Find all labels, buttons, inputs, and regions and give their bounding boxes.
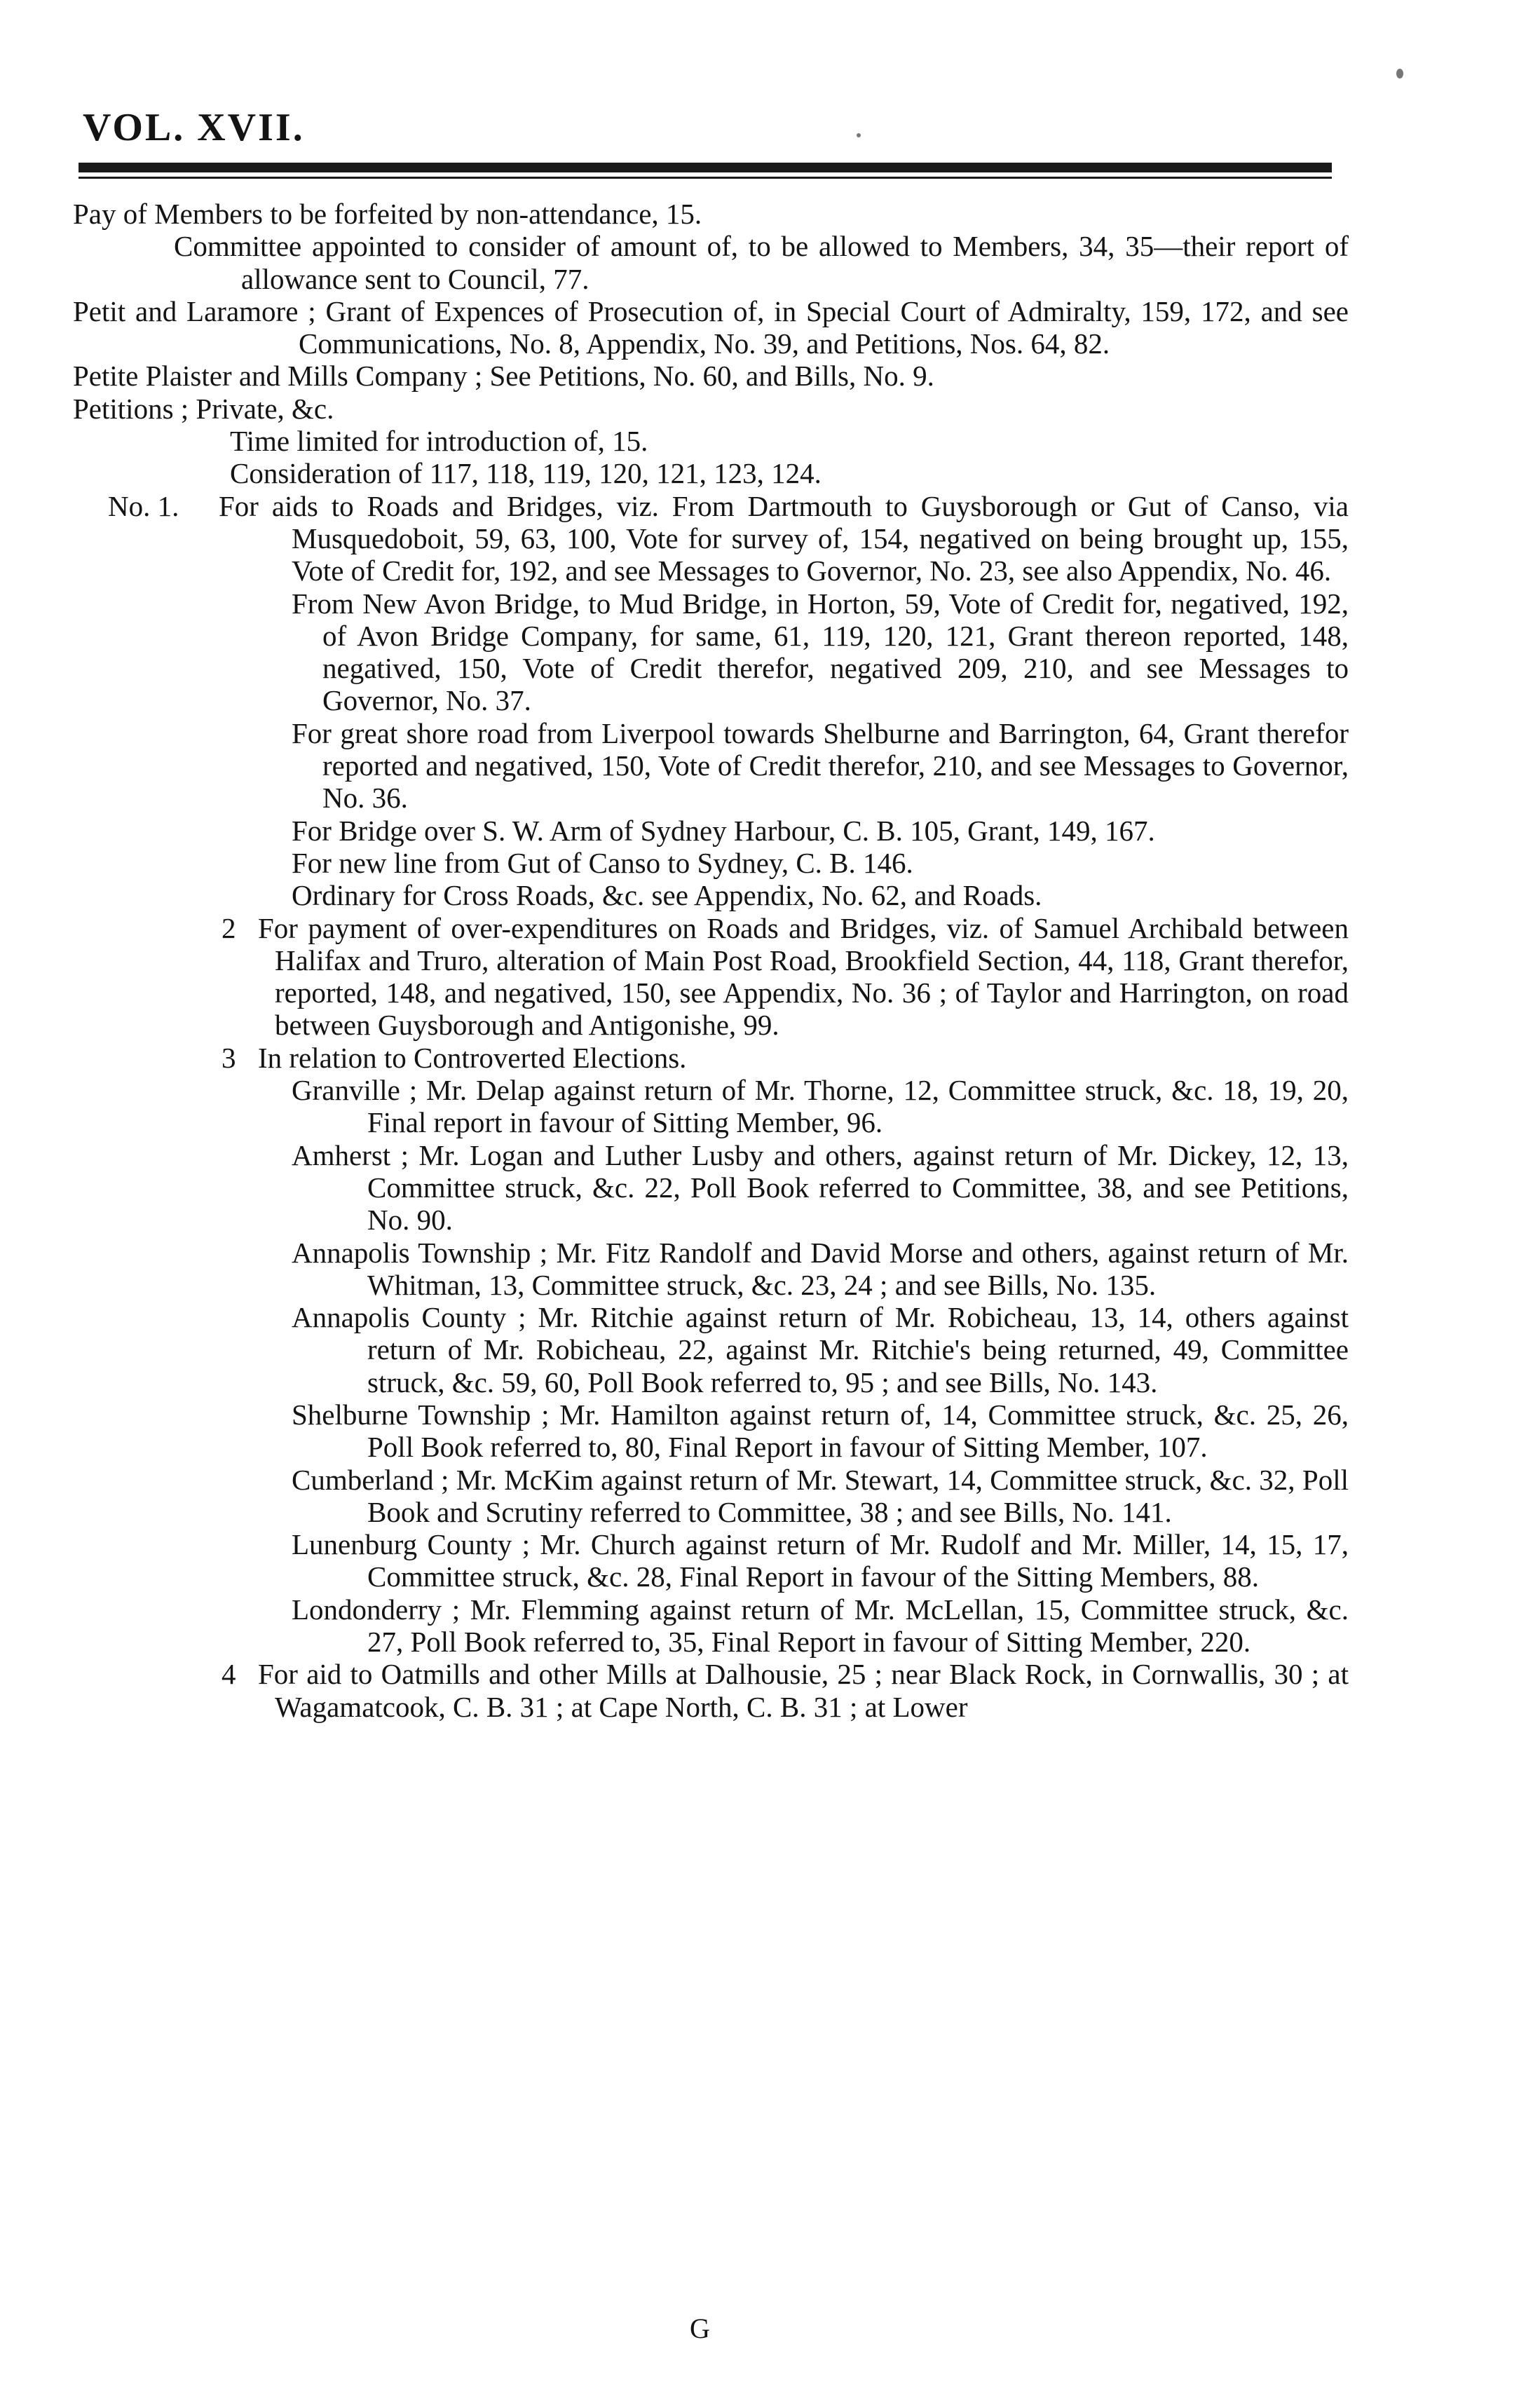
index-subentry-time-limited: Time limited for introduction of, 15.	[230, 425, 648, 458]
index-entry-petitions: Petitions ; Private, &c.	[73, 392, 334, 425]
header-rule-thin	[79, 177, 1332, 179]
entry-number: 2	[222, 911, 236, 944]
index-subentry-cross-roads: Ordinary for Cross Roads, &c. see Appendix, No. 62, and Roads.	[292, 879, 1042, 912]
election-lunenburg: Lunenburg County ; Mr. Church against return of Mr. Rudolf and Mr. Miller, 14, 15, 17, Committee struck, &c. 28, Final Report in favour of the Sitting Members, 88.	[292, 1528, 1349, 1593]
election-shelburne: Shelburne Township ; Mr. Hamilton against return of, 14, Committee struck, &c. 25, 26, Poll Book referred to, 80, Final Report in favour of Sitting Member, 107.	[292, 1398, 1349, 1464]
header-rule-thick	[79, 163, 1332, 172]
entry-number: No. 1.	[108, 489, 179, 522]
index-subentry-new-avon: From New Avon Bridge, to Mud Bridge, in Horton, 59, Vote of Credit for, negatived, 192, of Avon Bridge Company, for same, 61, 119, 120, 121, Grant thereon reported, 148, negatived, 150, Vote of Credit therefor, negatived 209, 210, and see Messages to Governor, No. 37.	[292, 587, 1349, 717]
volume-header: VOL. XVII.	[83, 106, 305, 149]
election-granville: Granville ; Mr. Delap against return of Mr. Thorne, 12, Committee struck, &c. 18, 19, 20, Final report in favour of Sitting Member, 96.	[292, 1074, 1349, 1139]
election-annapolis-township: Annapolis Township ; Mr. Fitz Randolf and David Morse and others, against return of Mr. Whitman, 13, Committee struck, &c. 23, 24 ; and see Bills, No. 135.	[292, 1236, 1349, 1301]
index-entry-pay: Pay of Members to be forfeited by non-attendance, 15.	[73, 198, 702, 230]
entry-text: For aids to Roads and Bridges, viz. From Dartmouth to Guysborough or Gut of Canso, via Musquedoboit, 59, 63, 100, Vote for survey of, 154, negatived on being brought up, 155, Vote of Credit for, 192, and see Messages to Governor, No. 23, see also Appendix, No. 46.	[219, 489, 1349, 587]
entry-number: 4	[222, 1658, 236, 1691]
election-londonderry: Londonderry ; Mr. Flemming against return of Mr. McLellan, 15, Committee struck, &c. 27, Poll Book referred to, 35, Final Report in favour of Sitting Member, 220.	[292, 1593, 1349, 1659]
entry-text: In relation to Controverted Elections.	[258, 1041, 687, 1074]
index-subentry-consideration: Consideration of 117, 118, 119, 120, 121, 123, 124.	[230, 457, 822, 490]
index-entry-no4	[73, 1658, 1349, 1723]
index-entry-no2	[73, 912, 1349, 1042]
index-subentry-committee: Committee appointed to consider of amount of, to be allowed to Members, 34, 35—their report of allowance sent to Council, 77.	[174, 230, 1349, 295]
print-speck	[857, 133, 861, 137]
index-subentry-gut-canso: For new line from Gut of Canso to Sydney, C. B. 146.	[292, 846, 913, 879]
entry-number: 3	[222, 1041, 236, 1074]
signature-mark: G	[690, 2313, 710, 2344]
index-entry-petit-laramore: Petit and Laramore ; Grant of Expences of Prosecution of, in Special Court of Admiralty, 159, 172, and see Communications, No. 8, Appendix, No. 39, and Petitions, Nos. 64, 82.	[73, 294, 1349, 360]
election-amherst: Amherst ; Mr. Logan and Luther Lusby and others, against return of Mr. Dickey, 12, 13, Committee struck, &c. 22, Poll Book referred to Committee, 38, and see Petitions, No. 90.	[292, 1138, 1349, 1237]
entry-text: For payment of over-expenditures on Roads and Bridges, viz. of Samuel Archibald between Halifax and Truro, alteration of Main Post Road, Brookfield Section, 44, 118, Grant therefor, reported, 148, and negatived, 150, see Appendix, No. 36 ; of Taylor and Harrington, on road between Guysborough and Antigonishe, 99.	[258, 911, 1349, 1042]
index-entry-no3	[73, 1042, 1349, 1074]
index-entry-petite-plaister: Petite Plaister and Mills Company ; See Petitions, No. 60, and Bills, No. 9.	[73, 360, 934, 393]
entry-text: For aid to Oatmills and other Mills at Dalhousie, 25 ; near Black Rock, in Cornwallis, 30 ; at Wagamatcook, C. B. 31 ; at Cape North, C. B. 31 ; at Lower	[258, 1658, 1349, 1723]
index-subentry-bridge-sydney: For Bridge over S. W. Arm of Sydney Harbour, C. B. 105, Grant, 149, 167.	[292, 814, 1155, 847]
index-entry-no1	[73, 490, 1349, 587]
election-cumberland: Cumberland ; Mr. McKim against return of Mr. Stewart, 14, Committee struck, &c. 32, Poll Book and Scrutiny referred to Committee, 38 ; and see Bills, No. 141.	[292, 1463, 1349, 1528]
election-annapolis-county: Annapolis County ; Mr. Ritchie against return of Mr. Robicheau, 13, 14, others against return of Mr. Robicheau, 22, against Mr. Ritchie's being returned, 49, Committee struck, &c. 59, 60, Poll Book referred to, 95 ; and see Bills, No. 143.	[292, 1301, 1349, 1398]
print-speck	[1396, 69, 1403, 79]
index-body	[73, 198, 1349, 1723]
index-subentry-great-shore-road: For great shore road from Liverpool towards Shelburne and Barrington, 64, Grant therefor reported and negatived, 150, Vote of Credit therefor, 210, and see Messages to Governor, No. 36.	[292, 716, 1349, 815]
